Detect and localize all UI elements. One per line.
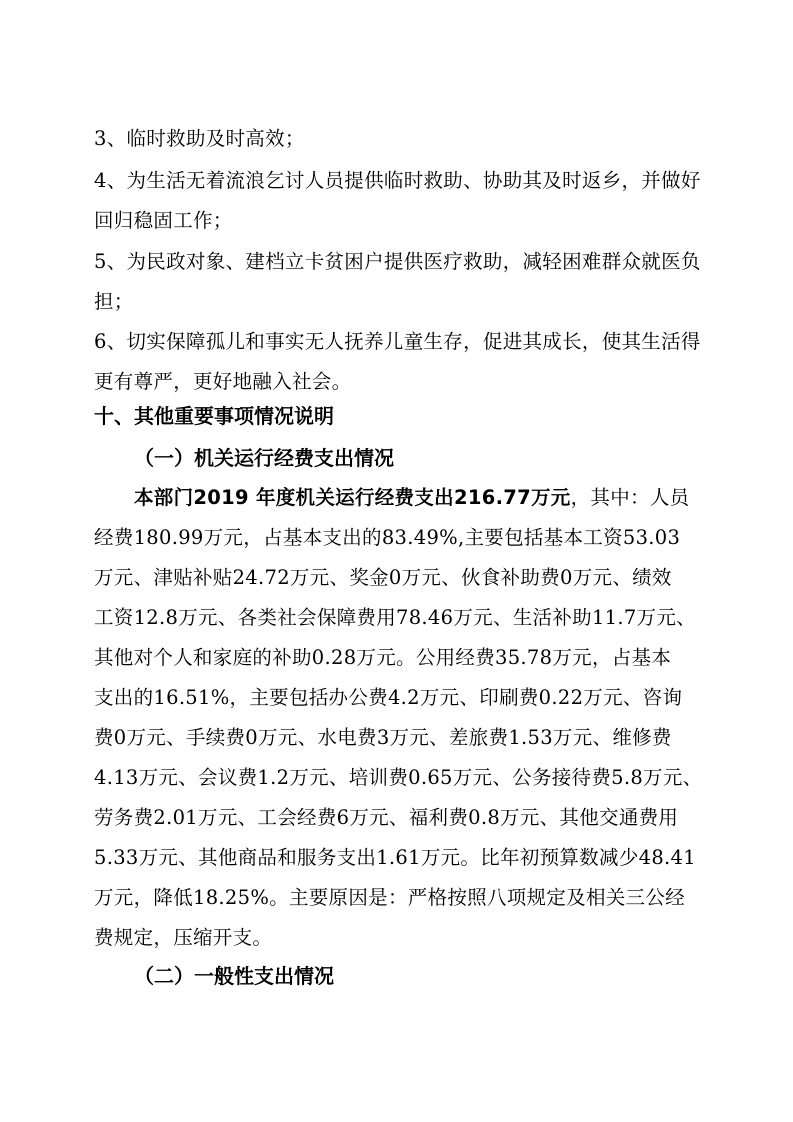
text-line: 费规定，压缩开支。 [94,926,273,949]
list-item-4 [94,161,700,241]
text-line: 工资12.8万元、各类社会保障费用78.46万元、生活补助11.7万元、 [94,606,696,629]
subsection-title-2: （二）一般性支出情况 [134,964,334,988]
section-title: 十、其他重要事项情况说明 [94,404,334,428]
text-line: 回归稳固工作； [94,209,233,232]
text-line: 6、切实保障孤儿和事实无人抚养儿童生存，促进其成长，使其生活得 [94,330,701,353]
list-item-5 [94,242,700,322]
subsection-title-1: （一）机关运行经费支出情况 [134,446,394,470]
text-line-first [94,478,700,518]
text-line: 3、临时救助及时高效； [94,127,305,150]
text-line: 4、为生活无着流浪乞讨人员提供临时救助、协助其及时返乡，并做好 [94,169,701,192]
body-lead-rest: ，其中：人员 [570,486,690,509]
list-item-3 [94,119,700,159]
text-line: 支出的16.51%，主要包括办公费4.2万元、印刷费0.22万元、咨询 [94,686,683,709]
text-line: 更有尊严，更好地融入社会。 [94,370,352,393]
text-line: 5、为民政对象、建档立卡贫困户提供医疗救助，减轻困难群众就医负 [94,250,701,273]
text-line: 其他对个人和家庭的补助0.28万元。公用经费35.78万元，占基本 [94,646,672,669]
text-line: 万元，降低18.25%。主要原因是：严格按照八项规定及相关三公经 [94,886,685,909]
text-line: 经费180.99万元，占基本支出的83.49%,主要包括基本工资53.03 [94,526,681,549]
text-line: 万元、津贴补贴24.72万元、奖金0万元、伙食补助费0万元、绩效 [94,566,672,589]
text-line: 4.13万元、会议费1.2万元、培训费0.65万元、公务接待费5.8万元、 [94,766,703,789]
body-paragraph [94,478,703,958]
text-line: 费0万元、手续费0万元、水电费3万元、差旅费1.53万元、维修费 [94,726,672,749]
text-line: 担； [94,290,134,313]
text-line: 5.33万元、其他商品和服务支出1.61万元。比年初预算数减少48.41 [94,846,696,869]
text-line: 劳务费2.01万元、工会经费6万元、福利费0.8万元、其他交通费用 [94,806,679,829]
body-lead: 本部门2019 年度机关运行经费支出216.77万元 [134,486,571,509]
list-item-6 [94,322,700,402]
